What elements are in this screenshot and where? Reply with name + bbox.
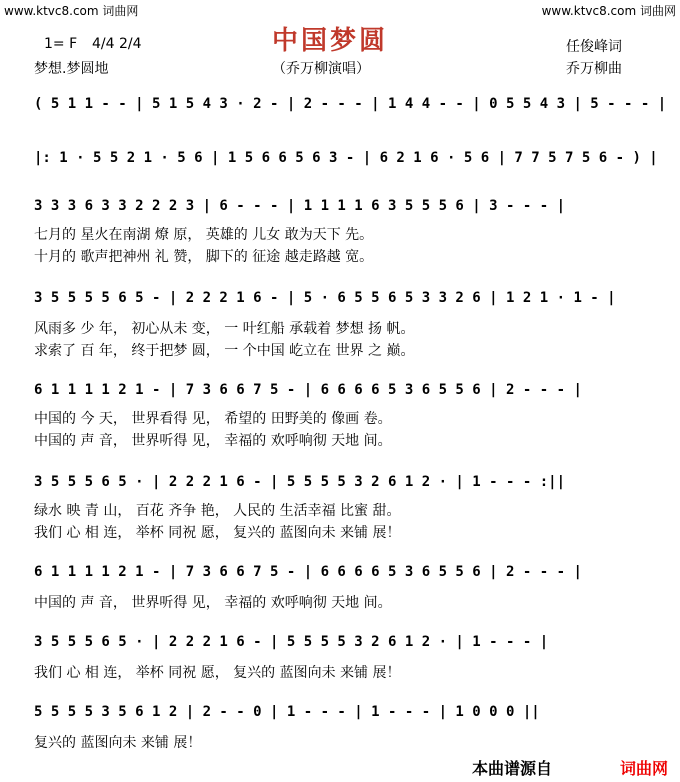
key-signature: 1= F [44,36,78,52]
lyric: 中国的 声 音， 世界听得 见， 幸福的 欢呼响彻 天地 间。 [34,595,392,611]
score-line-2 [0,150,680,198]
performer: （乔万柳演唱） [272,61,370,77]
lyric-verse-1: 中国的 今 天， 世界看得 见， 希望的 田野美的 像画 卷。 [34,411,392,427]
notes: 6 1 1 1 1 2 1 - | 7 3 6 6 7 5 - | 6 6 6 6 5 3 6 5 5 6 | 2 - - - | [34,564,582,580]
lyric-verse-2: 我们 心 相 连， 举杯 同祝 愿， 复兴的 蓝图向未 来铺 展！ [34,525,401,541]
lyric-verse-2: 求索了 百 年， 终于把梦 圆， 一 个中国 屹立在 世界 之 巅。 [34,343,415,359]
song-title: 中国梦圆 [272,26,389,56]
lyric-verse-1: 绿水 映 青 山， 百花 齐争 艳， 人民的 生活幸福 比蜜 甜。 [34,503,401,519]
score-line-8 [0,634,680,684]
notes: 6 1 1 1 1 2 1 - | 7 3 6 6 7 5 - | 6 6 6 6 5 3 6 5 5 6 | 2 - - - | [34,382,582,398]
notes: 3 5 5 5 5 6 5 - | 2 2 2 1 6 - | 5 · 6 5 5 6 5 3 3 2 6 | 1 2 1 · 1 - | [34,290,616,306]
lyric-verse-1: 七月的 星火在南湖 燎 原， 英雄的 儿女 敢为天下 先。 [34,227,374,243]
lyric: 复兴的 蓝图向未 来铺 展！ [34,735,202,751]
watermark-left: www.ktvc8.com 词曲网 [4,4,139,18]
notes: 3 3 3 6 3 3 2 2 2 3 | 6 - - - | 1 1 1 1 6 3 5 5 5 6 | 3 - - - | [34,198,566,214]
source-label: 本曲谱源自 [472,759,553,778]
site-logo[interactable]: 词曲网 [620,759,669,778]
lyric-verse-2: 十月的 歌声把神州 礼 赞， 脚下的 征途 越走路越 宽。 [34,249,374,265]
composer: 乔万柳曲 [566,61,622,77]
lyric-verse-1: 风雨多 少 年， 初心从未 变， 一 叶红船 承载着 梦想 扬 帆。 [34,321,415,337]
notes: 5 5 5 5 3 5 6 1 2 | 2 - - 0 | 1 - - - | 1 - - - | 1 0 0 0 || [34,704,540,720]
notes: 3 5 5 5 6 5 · | 2 2 2 1 6 - | 5 5 5 5 3 2 6 1 2 · | 1 - - - | [34,634,549,650]
watermark-right: www.ktvc8.com 词曲网 [541,4,676,18]
notes: |: 1 · 5 5 2 1 · 5 6 | 1 5 6 6 5 6 3 - | 6 2 1 6 · 5 6 | 7 7 5 7 5 6 - ) | [34,150,658,166]
score-line-9 [0,704,680,754]
score-line-7 [0,564,680,614]
score-line-6 [0,474,680,546]
lyricist: 任俊峰词 [566,39,622,55]
notes: ( 5 1 1 - - | 5 1 5 4 3 · 2 - | 2 - - - | 1 4 4 - - | 0 5 5 4 3 | 5 - - - | [34,96,667,112]
score-line-1 [0,96,680,144]
score-line-3 [0,198,680,270]
score-line-5 [0,382,680,454]
subtitle-left: 梦想.梦圆地 [34,61,109,77]
notes: 3 5 5 5 6 5 · | 2 2 2 1 6 - | 5 5 5 5 3 2 6 1 2 · | 1 - - - :|| [34,474,566,490]
score-line-4 [0,290,680,362]
time-signature: 4/4 2/4 [92,36,142,52]
lyric: 我们 心 相 连， 举杯 同祝 愿， 复兴的 蓝图向未 来铺 展！ [34,665,401,681]
lyric-verse-2: 中国的 声 音， 世界听得 见， 幸福的 欢呼响彻 天地 间。 [34,433,392,449]
